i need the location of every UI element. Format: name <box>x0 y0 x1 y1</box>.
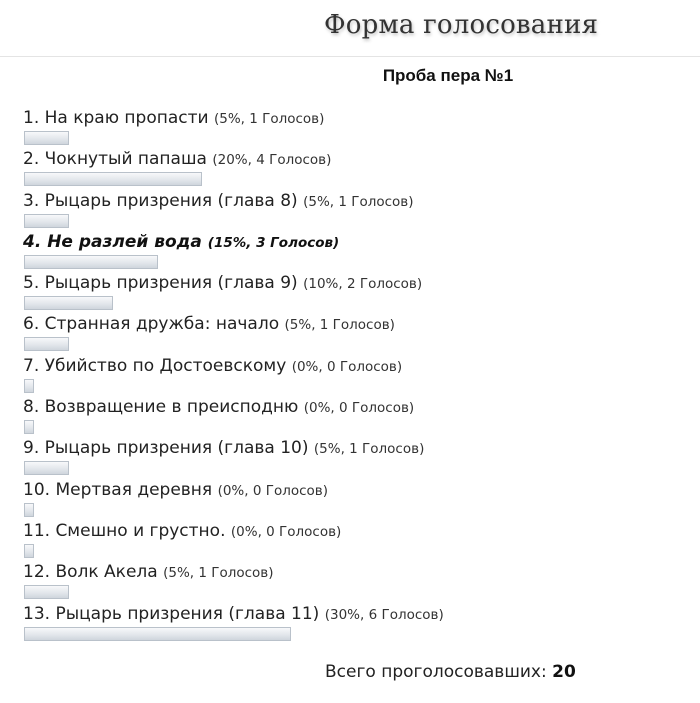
page-title: Форма голосования <box>324 10 599 40</box>
poll-option <box>23 603 683 644</box>
poll-option <box>23 313 683 354</box>
poll-option <box>23 190 683 231</box>
poll-option-stats: (0%, 0 Голосов) <box>303 400 415 417</box>
poll-results-list <box>23 107 683 644</box>
poll-title: Проба пера №1 <box>382 66 514 85</box>
poll-option-label: 8. Возвращение в преисподню <box>23 397 299 418</box>
poll-option <box>23 437 683 478</box>
total-voters-value: 20 <box>552 662 576 682</box>
poll-option-stats: (0%, 0 Голосов) <box>230 523 342 540</box>
poll-option-stats: (5%, 1 Голосов) <box>284 317 395 334</box>
poll-option <box>23 396 683 437</box>
poll-option <box>23 479 683 520</box>
poll-option-text <box>23 603 444 626</box>
poll-option-label: 11. Смешно и грустно. <box>23 520 226 541</box>
poll-option-label: 3. Рыцарь призрения (глава 8) <box>23 190 298 211</box>
poll-option-bar <box>24 544 34 558</box>
poll-option-label: 4. Не разлей вода <box>23 231 202 252</box>
poll-option <box>23 355 683 396</box>
poll-option-label: 9. Рыцарь призрения (глава 10) <box>23 438 309 459</box>
poll-option-stats: (15%, 3 Голосов) <box>207 234 340 251</box>
poll-option-label: 2. Чокнутый папаша <box>23 149 207 170</box>
poll-option-bar <box>24 337 69 351</box>
poll-option-label: 7. Убийство по Достоевскому <box>23 355 287 376</box>
poll-option-text <box>23 231 339 254</box>
poll-option-bar <box>24 214 69 228</box>
poll-option-label: 5. Рыцарь призрения (глава 9) <box>23 273 298 294</box>
poll-option-bar <box>24 503 34 517</box>
poll-option-stats: (5%, 1 Голосов) <box>313 441 425 458</box>
poll-option-text <box>23 355 402 378</box>
poll-option <box>23 231 683 272</box>
poll-option-bar <box>24 420 34 434</box>
poll-option-stats: (20%, 4 Голосов) <box>212 152 332 169</box>
poll-option <box>23 561 683 602</box>
total-voters <box>325 662 576 682</box>
poll-option-text <box>23 561 274 584</box>
poll-option-stats: (5%, 1 Голосов) <box>163 565 274 582</box>
poll-option-bar <box>24 585 69 599</box>
poll-option-label: 10. Мертвая деревня <box>23 479 213 500</box>
poll-option-stats: (5%, 1 Голосов) <box>303 193 414 210</box>
poll-option-text <box>23 190 414 213</box>
poll-option-bar <box>24 172 202 186</box>
poll-option-bar <box>24 255 158 269</box>
poll-option-text <box>23 479 328 502</box>
poll-option-text <box>23 272 422 295</box>
poll-option <box>23 520 683 561</box>
page-header <box>0 0 700 57</box>
poll-option-stats: (10%, 2 Голосов) <box>303 276 423 293</box>
poll-option-text <box>23 520 341 543</box>
poll-option-label: 12. Волк Акела <box>23 562 158 583</box>
poll-option <box>23 107 683 148</box>
poll-option-label: 13. Рыцарь призрения (глава 11) <box>23 603 320 624</box>
poll-option-bar <box>24 461 69 475</box>
poll-option-label: 6. Странная дружба: начало <box>23 314 280 335</box>
poll-option-stats: (5%, 1 Голосов) <box>213 111 325 127</box>
poll-option-bar <box>24 296 113 310</box>
poll-option-bar <box>24 131 69 145</box>
poll-option-bar <box>24 379 34 393</box>
poll-option <box>23 272 683 313</box>
poll-option-text <box>23 437 424 460</box>
poll-option <box>23 148 683 189</box>
poll-option-text <box>23 313 395 336</box>
poll-option-stats: (0%, 0 Голосов) <box>291 358 403 375</box>
poll-option-stats: (0%, 0 Голосов) <box>217 482 328 499</box>
poll-option-text <box>23 107 324 130</box>
total-voters-label: Всего проголосовавших: <box>325 662 547 682</box>
poll-option-text <box>23 148 331 171</box>
poll-option-stats: (30%, 6 Голосов) <box>324 606 444 623</box>
poll-option-text <box>23 396 414 419</box>
poll-option-bar <box>24 627 291 641</box>
poll-option-label: 1. На краю пропасти <box>23 108 209 128</box>
